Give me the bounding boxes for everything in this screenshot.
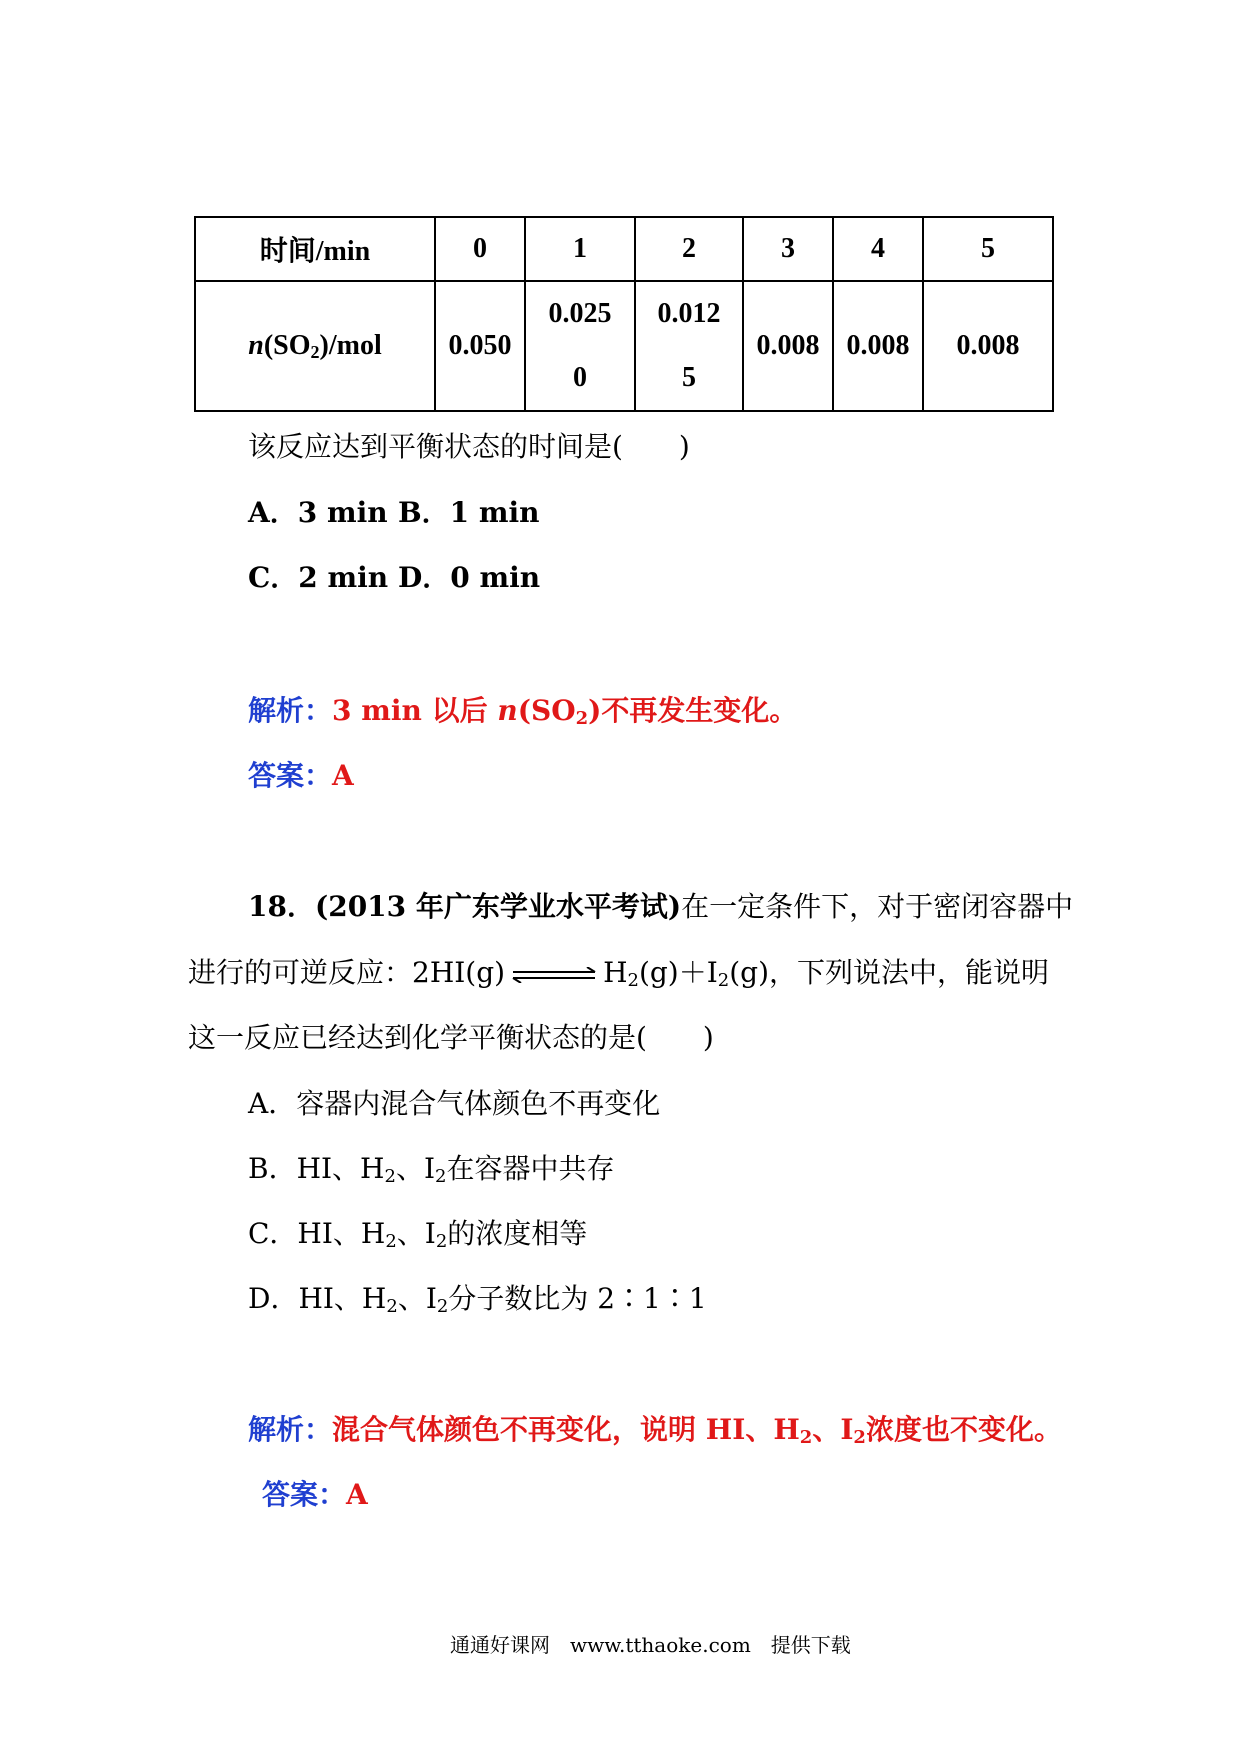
answer-value: A <box>346 1478 368 1511</box>
q18-option-a: A．容器内混合气体颜色不再变化 <box>248 1087 661 1120</box>
analysis-label: 解析： <box>248 694 333 727</box>
q17-option-c: C．2 min <box>248 561 389 594</box>
q17-answer <box>248 756 354 796</box>
value-cell: 0.008 <box>833 281 923 411</box>
table-header-row <box>195 217 1053 281</box>
value-cell: 0.025 0 <box>525 281 635 411</box>
answer-label: 答案： <box>262 1478 347 1511</box>
analysis-label: 解析： <box>248 1413 333 1446</box>
header-cell: 5 <box>923 217 1053 281</box>
header-cell: 4 <box>833 217 923 281</box>
q18-stem-line3: 这一反应已经达到化学平衡状态的是( ) <box>188 1021 714 1054</box>
row-label-so2: $n(SO_2)$/mol <box>195 281 435 411</box>
q17-option-a: A．3 min <box>248 496 388 529</box>
q18-option-d: D．HI、$H_2$、$I_2$分子数比为 2∶1∶1 <box>248 1282 707 1317</box>
equilibrium-arrow-icon <box>511 967 597 983</box>
table-row-so2 <box>195 281 1053 411</box>
header-cell: 0 <box>435 217 525 281</box>
header-cell: 3 <box>743 217 833 281</box>
header-cell: 1 <box>525 217 635 281</box>
data-table <box>194 216 1054 412</box>
question-number: 18． <box>248 890 315 923</box>
value-cell: 0.008 <box>743 281 833 411</box>
answer-value: A <box>332 759 354 792</box>
q17-stem: 该反应达到平衡状态的时间是( ) <box>248 430 690 463</box>
q18-option-b: B．HI、$H_2$、$I_2$在容器中共存 <box>248 1152 615 1187</box>
q17-option-d: D．0 min <box>398 561 541 594</box>
header-cell: 2 <box>635 217 743 281</box>
q18-answer <box>262 1475 368 1515</box>
q17-analysis: 解析：3 min 以后 $n(SO_2)$不再发生变化。 <box>248 694 798 729</box>
q17-option-b: B．1 min <box>398 496 540 529</box>
header-cell-time: 时间/min <box>195 217 435 281</box>
question-source: (2013 年广东学业水平考试) <box>314 890 682 923</box>
value-cell: 0.008 <box>923 281 1053 411</box>
value-cell: 0.012 5 <box>635 281 743 411</box>
q18-stem-line2: 进行的可逆反应：2HI(g) $H_2(g)+I_2(g)$，下列说法中，能说明 <box>188 956 1050 991</box>
footer-source: 通通好课网 www.tthaoke.com 提供下载 <box>450 1633 851 1657</box>
value-cell: 0.050 <box>435 281 525 411</box>
q18-analysis: 解析：混合气体颜色不再变化，说明 HI、$H_2$、$I_2$浓度也不变化。 <box>248 1413 1062 1448</box>
q18-option-c: C．HI、$H_2$、$I_2$的浓度相等 <box>248 1217 588 1252</box>
q18-stem-line1: 18．(2013 年广东学业水平考试)在一定条件下，对于密闭容器中 <box>248 890 1074 923</box>
answer-label: 答案： <box>248 759 333 792</box>
